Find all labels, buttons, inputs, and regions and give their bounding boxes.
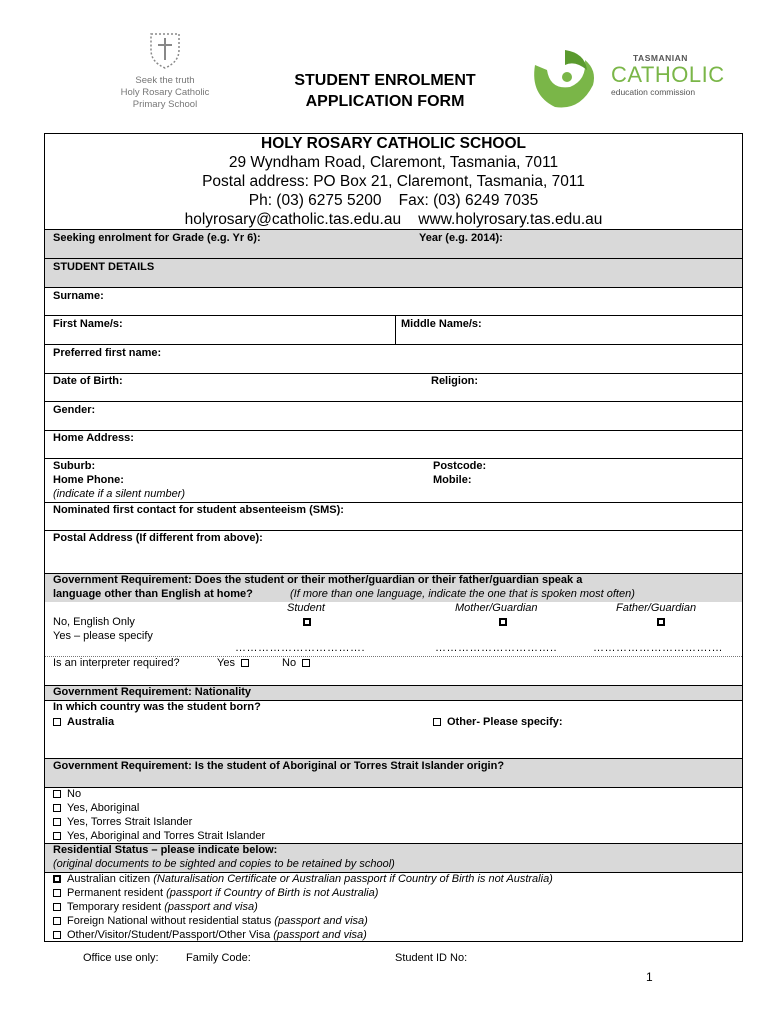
interpreter-yes-label: Yes [217, 657, 235, 669]
aboriginal-option-aboriginal[interactable] [53, 802, 139, 814]
names-row [45, 315, 742, 344]
nationality-heading [45, 685, 742, 700]
suburb-label: Suburb: [53, 460, 96, 472]
tce-edu-text: education commission [611, 87, 696, 97]
gender-field[interactable] [45, 401, 742, 430]
interpreter-label: Is an interpreter required? [53, 657, 180, 669]
year-label: Year (e.g. 2014): [419, 232, 503, 244]
other-country-option[interactable] [433, 716, 563, 728]
school-logo [95, 30, 235, 115]
home-address-field[interactable] [45, 430, 742, 458]
residential-option-label: Temporary resident [67, 901, 162, 913]
residential-option-citizen[interactable] [53, 873, 553, 885]
residential-option-label: Permanent resident [67, 887, 163, 899]
residential-option-temporary[interactable] [53, 901, 258, 913]
office-use-label: Office use only: [83, 952, 159, 964]
student-english-checkbox[interactable] [303, 616, 317, 628]
school-phone: Ph: (03) 6275 5200 Fax: (03) 6249 7035 [248, 192, 539, 209]
no-english-label: No, English Only [53, 616, 135, 628]
surname-label: Surname: [53, 290, 104, 302]
grade-row[interactable] [45, 229, 742, 258]
residential-option-label: Foreign National without residential status [67, 915, 272, 927]
nationality-body [45, 700, 742, 758]
residential-options [45, 872, 742, 941]
school-header [45, 134, 742, 229]
residential-option-permanent[interactable] [53, 887, 378, 899]
home-address-label: Home Address: [53, 432, 134, 444]
aboriginal-option-no[interactable] [53, 788, 81, 800]
postcode-label: Postcode: [433, 460, 487, 472]
preferred-name-field[interactable] [45, 344, 742, 373]
col-student: Student [287, 602, 325, 614]
father-language-input[interactable]: ………………………….… [593, 642, 724, 654]
yes-specify-label: Yes – please specify [53, 630, 153, 642]
aboriginal-title: Government Requirement: Is the student of Aboriginal or Torres Strait Islander origin? [53, 760, 505, 772]
logo-school-type: Primary School [132, 99, 198, 110]
residential-option-note: (passport if Country of Birth is not Australia) [166, 887, 379, 899]
residential-option-note: (Naturalisation Certificate or Australian passport if Country of Birth is not Australia) [153, 873, 553, 885]
interpreter-row [45, 656, 742, 685]
australia-option[interactable] [53, 716, 114, 728]
title-line-2: APPLICATION FORM [305, 93, 465, 110]
logo-tagline: Seek the truth [135, 75, 195, 86]
tce-emblem-icon [525, 45, 605, 115]
aboriginal-option-label: Yes, Aboriginal and Torres Strait Islander [67, 830, 266, 842]
language-heading-line1: Government Requirement: Does the student or their mother/guardian or their father/guardian speak a [53, 574, 583, 586]
logo-school-name: Holy Rosary Catholic [120, 87, 210, 98]
first-names-label: First Name/s: [53, 318, 123, 330]
school-postal: Postal address: PO Box 21, Claremont, Tasmania, 7011 [202, 173, 585, 190]
dob-religion-row[interactable] [45, 373, 742, 401]
dob-label: Date of Birth: [53, 375, 123, 387]
home-phone-label: Home Phone: [53, 474, 124, 486]
interpreter-yes[interactable] [217, 657, 255, 669]
interpreter-no[interactable] [282, 657, 316, 669]
residential-title: Residential Status – please indicate below: [53, 844, 278, 856]
aboriginal-option-torres[interactable] [53, 816, 192, 828]
sms-contact-label: Nominated first contact for student absenteeism (SMS): [53, 504, 344, 516]
tce-logo [525, 45, 725, 115]
religion-label: Religion: [431, 375, 479, 387]
residential-option-note: (passport and visa) [164, 901, 258, 913]
aboriginal-options [45, 787, 742, 843]
gender-label: Gender: [53, 404, 96, 416]
language-heading [45, 573, 742, 602]
mobile-label: Mobile: [433, 474, 472, 486]
aboriginal-heading [45, 758, 742, 787]
residential-option-note: (passport and visa) [273, 929, 367, 941]
title-line-1: STUDENT ENROLMENT [294, 72, 476, 89]
school-email-web: holyrosary@catholic.tas.edu.au www.holyrosary.tas.edu.au [184, 211, 603, 228]
residential-option-note: (passport and visa) [274, 915, 368, 927]
residential-heading [45, 843, 742, 872]
school-name: HOLY ROSARY CATHOLIC SCHOOL [261, 135, 526, 152]
birth-country-question: In which country was the student born? [53, 701, 261, 713]
school-address: 29 Wyndham Road, Claremont, Tasmania, 7011 [228, 154, 559, 171]
language-heading-note: (If more than one language, indicate the one that is spoken most often) [290, 588, 635, 600]
surname-field[interactable] [45, 287, 742, 315]
sms-contact-field[interactable] [45, 502, 742, 530]
crest-icon [145, 30, 185, 70]
postal-address-field[interactable] [45, 530, 742, 573]
tce-big-text: CATHOLIC [611, 62, 725, 87]
mother-english-checkbox[interactable] [499, 616, 513, 628]
preferred-name-label: Preferred first name: [53, 347, 162, 359]
residential-option-other[interactable] [53, 929, 367, 941]
page-number: 1 [646, 970, 653, 984]
grade-label: Seeking enrolment for Grade (e.g. Yr 6): [53, 232, 261, 244]
australia-label: Australia [67, 716, 115, 728]
nationality-title: Government Requirement: Nationality [53, 686, 252, 698]
mother-language-input[interactable]: ………………………….. [435, 642, 558, 654]
language-table [45, 602, 742, 656]
interpreter-no-label: No [282, 657, 297, 669]
student-id-label: Student ID No: [395, 952, 468, 964]
aboriginal-option-label: Yes, Aboriginal [67, 802, 140, 814]
residential-subtitle: (original documents to be sighted and copies to be retained by school) [53, 858, 395, 870]
residential-option-label: Australian citizen [67, 873, 151, 885]
aboriginal-option-both[interactable] [53, 830, 265, 842]
student-details-title: STUDENT DETAILS [53, 261, 155, 273]
col-father: Father/Guardian [616, 602, 697, 614]
tce-small-text: TASMANIAN [633, 53, 688, 63]
residential-option-label: Other/Visitor/Student/Passport/Other Visa [67, 929, 271, 941]
postal-address-label: Postal Address (If different from above): [53, 532, 263, 544]
aboriginal-option-label: No [67, 788, 82, 800]
student-language-input[interactable]: ……………………………. [235, 642, 366, 654]
father-english-checkbox[interactable] [657, 616, 671, 628]
other-country-label: Other- Please specify: [447, 716, 563, 728]
residential-option-foreign[interactable] [53, 915, 368, 927]
col-mother: Mother/Guardian [455, 602, 538, 614]
silent-number-note: (indicate if a silent number) [53, 488, 186, 500]
family-code-label: Family Code: [186, 952, 251, 964]
form-title [250, 70, 520, 112]
aboriginal-option-label: Yes, Torres Strait Islander [67, 816, 193, 828]
divider [395, 316, 396, 344]
suburb-phone-row[interactable] [45, 458, 742, 502]
student-details-heading [45, 258, 742, 287]
language-heading-line2: language other than English at home? [53, 588, 253, 600]
middle-names-label: Middle Name/s: [401, 318, 482, 330]
